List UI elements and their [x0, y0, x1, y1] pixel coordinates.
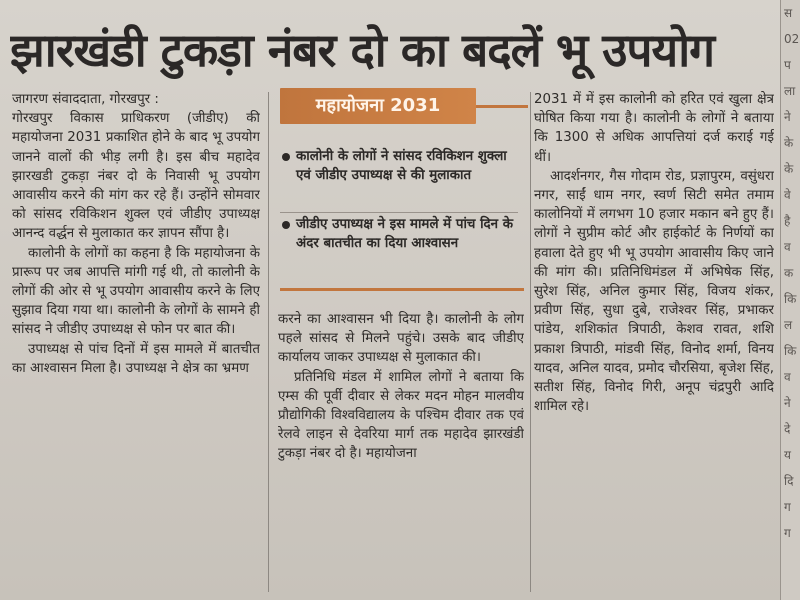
bullet-text: कालोनी के लोगों ने सांसद रविकिशन शुक्ला एवं जीडीए उपाध्यक्ष से की मुलाकात — [296, 149, 507, 183]
dateline: जागरण संवाददाता, गोरखपुर : — [12, 92, 159, 107]
column-divider — [268, 92, 269, 592]
edge-fragment: प — [784, 58, 791, 72]
box-bullet — [280, 216, 520, 253]
adjacent-article-edge — [780, 0, 800, 600]
article-column-3 — [534, 90, 774, 590]
box-bullet — [280, 148, 520, 185]
edge-fragment: ने — [784, 110, 791, 124]
article-column-2 — [278, 310, 524, 590]
paragraph: उपाध्यक्ष से पांच दिनों में इस मामले में बातचीत का आश्वासन मिला है। उपाध्यक्ष ने क्षेत्र का भ्रमण — [12, 341, 260, 376]
paragraph: आदर्शनगर, गैस गोदाम रोड, प्रज्ञापुरम, वसुंधरा नगर, साईं धाम नगर, स्वर्ण सिटी समेत तमाम कालोनियों में लगभग 10 हजार मकान बने हुए हैं। लोगों ने सुप्रीम कोर्ट और हाईकोर्ट के निर्णयों का हवाला देते हुए भी भू उपयोग आवासीय किए जाने की मांग की। प्रतिनिधिमंडल में अभिषेक सिंह, सुरेश सिंह, अनिल कुमार सिंह, विजय शंकर, प्रवीण सिंह, सुधा दुबे, राजेश्वर सिंह, प्रभाकर पांडेय, शशिकांत त्रिपाठी, केशव रावत, शशि प्रकाश त्रिपाठी, मांडवी सिंह, विनोद शर्मा, विनय यादव, अनिल यादव, प्रमोद चौरसिया, बृजेश सिंह, सतीश सिंह, विनोद गिरी, अनूप चंद्रपुरी आदि शामिल रहे। — [534, 168, 774, 415]
paragraph: गोरखपुर विकास प्राधिकरण (जीडीए) की महायोजना 2031 प्रकाशित होने के बाद भू उपयोग जानने वालों की भीड़ लगी है। इस बीच महादेव झारखडी टुकड़ा नंबर दो के निवासी भू उपयोग आवासीय करने की मांग कर रहे हैं। उन्होंने सोमवार को सांसद रविकिशन शुक्ल एवं जीडीए उपाध्यक्ष आनन्द वर्द्धन से मुलाकात कर ज्ञापन सौंपा है। — [12, 111, 260, 242]
edge-fragment: ल — [784, 318, 793, 332]
paragraph: 2031 में में इस कालोनी को हरित एवं खुला क्षेत्र घोषित किया गया है। कालोनी के लोगों ने बताया कि 1300 से अधिक आपत्तियां दर्ज कराई गई थीं। — [534, 92, 774, 165]
edge-fragment: है — [784, 214, 791, 228]
edge-fragment: व — [784, 370, 791, 384]
edge-fragment: ग — [784, 500, 791, 514]
edge-fragment: ने — [784, 396, 791, 410]
paragraph: करने का आश्वासन भी दिया है। कालोनी के लोग पहले सांसद से मिलने पहुंचे। उसके बाद जीडीए कार्यालय जाकर उपाध्यक्ष से मुलाकात की। — [278, 312, 524, 366]
edge-fragment: व — [784, 240, 791, 254]
bullet-icon — [282, 221, 290, 229]
edge-fragment: दि — [784, 474, 794, 488]
box-rule — [476, 105, 528, 108]
article-column-1 — [12, 90, 260, 590]
headline: झारखंडी टुकड़ा नंबर दो का बदलें भू उपयोग — [10, 23, 715, 77]
edge-fragment: कि — [784, 292, 797, 306]
edge-fragment: 02 — [784, 32, 800, 46]
box-rule — [280, 288, 524, 291]
edge-fragment: ग — [784, 526, 791, 540]
column-divider — [530, 92, 531, 592]
bullet-icon — [282, 153, 290, 161]
edge-fragment: के — [784, 162, 794, 176]
edge-fragment: के — [784, 136, 794, 150]
highlight-box — [276, 88, 528, 306]
edge-fragment: वे — [784, 188, 791, 202]
edge-fragment: कि — [784, 344, 797, 358]
box-header: महायोजना 2031 — [280, 88, 476, 124]
bullet-divider — [280, 212, 518, 213]
paragraph: कालोनी के लोगों का कहना है कि महायोजना के प्रारूप पर जब आपत्ति मांगी गई थी, तो कालोनी के लोगों की ओर से भू उपयोग आवासीय करने के लिए सुझाव दिया गया था। कालोनी के लोगों के सामने ही सांसद ने जीडीए उपाध्यक्ष से फोन पर बात की। — [12, 245, 260, 338]
edge-fragment: स — [784, 6, 793, 20]
paragraph: प्रतिनिधि मंडल में शामिल लोगों ने बताया कि एम्स की पूर्वी दीवार से लेकर मदन मोहन मालवीय प्रौद्योगिकी विश्वविद्यालय के पश्चिम दीवार तक एवं रेलवे लाइन से देवरिया मार्ग तक महादेव झारखंडी टुकड़ा नंबर दो है। महायोजना — [278, 369, 524, 462]
edge-fragment: क — [784, 266, 794, 280]
edge-fragment: य — [784, 448, 791, 462]
edge-fragment: दे — [784, 422, 791, 436]
edge-fragment: ला — [784, 84, 796, 98]
bullet-text: जीडीए उपाध्यक्ष ने इस मामले में पांच दिन के अंदर बातचीत का दिया आश्वासन — [296, 217, 514, 251]
